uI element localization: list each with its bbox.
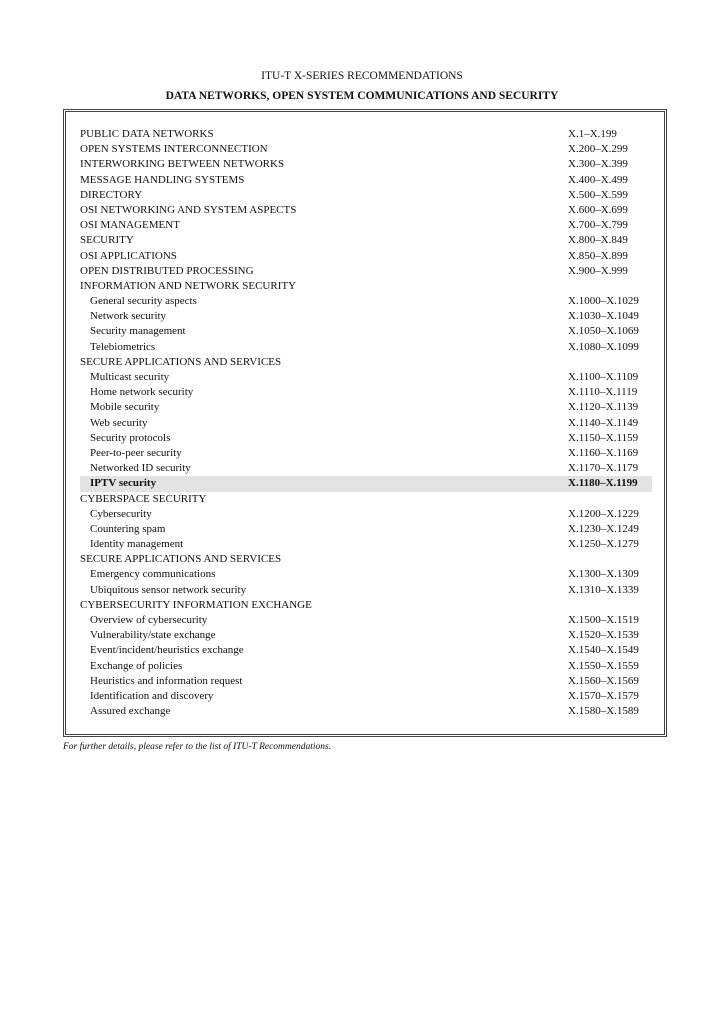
row-range: X.700–X.799	[568, 219, 628, 232]
row-range: X.1100–X.1109	[568, 371, 639, 383]
table-row	[80, 461, 652, 476]
row-range: X.1160–X.1169	[568, 446, 639, 459]
row-range: X.900–X.999	[568, 264, 628, 277]
table-row	[80, 567, 652, 582]
row-label: MESSAGE HANDLING SYSTEMS	[80, 173, 245, 186]
row-range: X.400–X.499	[568, 173, 628, 186]
row-range: X.1550–X.1559	[568, 659, 639, 672]
section-heading-row	[80, 188, 652, 203]
row-label: Web security	[90, 416, 148, 429]
table-row	[80, 416, 652, 431]
section-heading-row	[80, 492, 652, 507]
row-range: X.1170–X.1179	[568, 462, 639, 475]
row-label: Countering spam	[90, 522, 166, 535]
table-row	[80, 507, 652, 522]
row-label: Emergency communications	[90, 568, 216, 581]
row-range: X.1030–X.1049	[568, 310, 639, 323]
section-heading-row	[80, 279, 652, 294]
row-range: X.1540–X.1549	[568, 644, 639, 657]
table-row	[80, 324, 652, 339]
row-label: Telebiometrics	[90, 340, 156, 353]
row-label: INFORMATION AND NETWORK SECURITY	[80, 279, 297, 292]
row-label: Cybersecurity	[90, 507, 152, 520]
row-label: SECURITY	[80, 234, 134, 247]
row-range: X.1500–X.1519	[568, 614, 639, 626]
row-label: IPTV security	[90, 477, 157, 490]
row-label: Multicast security	[90, 371, 170, 383]
row-label: Mobile security	[90, 401, 160, 414]
row-label: Security management	[90, 325, 186, 338]
row-label: Assured exchange	[90, 705, 171, 718]
row-label: Network security	[90, 310, 167, 323]
section-heading-row	[80, 552, 652, 567]
row-range: X.1–X.199	[568, 128, 617, 140]
table-row	[80, 294, 652, 309]
section-heading-row	[80, 233, 652, 248]
row-label: Event/incident/heuristics exchange	[90, 644, 244, 657]
page-title: ITU-T X-SERIES RECOMMENDATIONS	[261, 70, 463, 82]
row-range: X.1520–X.1539	[568, 629, 639, 642]
row-range: X.850–X.899	[568, 249, 628, 262]
row-range: X.1000–X.1029	[568, 295, 639, 308]
row-range: X.1050–X.1069	[568, 325, 639, 338]
row-label: INTERWORKING BETWEEN NETWORKS	[80, 158, 285, 171]
section-heading-row	[80, 264, 652, 279]
row-range: X.800–X.849	[568, 234, 628, 247]
table-row	[80, 628, 652, 643]
row-label: Identity management	[90, 538, 184, 551]
row-label: OSI NETWORKING AND SYSTEM ASPECTS	[80, 203, 297, 216]
table-row	[80, 340, 652, 355]
table-row	[80, 689, 652, 704]
footnote: For further details, please refer to the list of ITU-T Recommendations.	[63, 742, 332, 752]
recommendations-table-frame	[63, 109, 667, 737]
table-row	[80, 583, 652, 598]
row-label: OPEN SYSTEMS INTERCONNECTION	[80, 143, 268, 156]
row-label: Vulnerability/state exchange	[90, 629, 216, 642]
row-label: Security protocols	[90, 431, 171, 444]
row-range: X.1120–X.1139	[568, 401, 639, 414]
row-label: SECURE APPLICATIONS AND SERVICES	[80, 553, 282, 566]
row-label: General security aspects	[90, 295, 197, 308]
table-row	[80, 613, 652, 628]
section-heading-row	[80, 355, 652, 370]
row-range: X.1310–X.1339	[568, 583, 639, 596]
row-range: X.1580–X.1589	[568, 705, 639, 718]
row-label: Identification and discovery	[90, 689, 214, 702]
row-range: X.1080–X.1099	[568, 340, 639, 353]
row-label: Networked ID security	[90, 462, 191, 475]
row-range: X.1300–X.1309	[568, 568, 639, 581]
row-label: Heuristics and information request	[90, 674, 243, 687]
row-label: CYBERSPACE SECURITY	[80, 492, 207, 505]
section-heading-row	[80, 598, 652, 613]
row-range: X.1250–X.1279	[568, 538, 639, 551]
row-range: X.1560–X.1569	[568, 674, 639, 687]
section-heading-row	[80, 157, 652, 172]
page-subtitle: DATA NETWORKS, OPEN SYSTEM COMMUNICATIONS AND SECURITY	[165, 90, 559, 102]
row-range: X.1570–X.1579	[568, 689, 639, 702]
row-label: CYBERSECURITY INFORMATION EXCHANGE	[80, 598, 312, 611]
table-row	[80, 476, 652, 491]
row-range: X.1180–X.1199	[568, 477, 638, 490]
recommendations-table	[80, 127, 652, 719]
row-range: X.1230–X.1249	[568, 522, 639, 535]
table-row	[80, 522, 652, 537]
section-heading-row	[80, 127, 652, 142]
table-row	[80, 370, 652, 385]
section-heading-row	[80, 203, 652, 218]
table-row	[80, 704, 652, 719]
row-label: PUBLIC DATA NETWORKS	[80, 128, 214, 140]
table-row	[80, 385, 652, 400]
row-label: OSI APPLICATIONS	[80, 249, 177, 262]
row-label: DIRECTORY	[80, 188, 143, 201]
table-row	[80, 431, 652, 446]
row-label: Exchange of policies	[90, 659, 183, 672]
row-range: X.1150–X.1159	[568, 431, 639, 444]
section-heading-row	[80, 249, 652, 264]
table-row	[80, 659, 652, 674]
row-label: Overview of cybersecurity	[90, 614, 208, 626]
row-label: SECURE APPLICATIONS AND SERVICES	[80, 355, 282, 368]
row-range: X.1110–X.1119	[568, 386, 638, 399]
section-heading-row	[80, 173, 652, 188]
row-range: X.1140–X.1149	[568, 416, 639, 429]
section-heading-row	[80, 142, 652, 157]
row-range: X.500–X.599	[568, 188, 628, 201]
table-row	[80, 400, 652, 415]
row-label: Peer-to-peer security	[90, 446, 182, 459]
table-row	[80, 446, 652, 461]
row-label: OPEN DISTRIBUTED PROCESSING	[80, 264, 254, 277]
row-label: OSI MANAGEMENT	[80, 219, 180, 232]
row-range: X.200–X.299	[568, 143, 628, 156]
row-label: Home network security	[90, 386, 194, 399]
table-row	[80, 674, 652, 689]
table-row	[80, 309, 652, 324]
section-heading-row	[80, 218, 652, 233]
row-range: X.1200–X.1229	[568, 507, 639, 520]
row-range: X.300–X.399	[568, 158, 628, 171]
row-range: X.600–X.699	[568, 203, 628, 216]
table-row	[80, 537, 652, 552]
table-row	[80, 643, 652, 658]
row-label: Ubiquitous sensor network security	[90, 583, 247, 596]
